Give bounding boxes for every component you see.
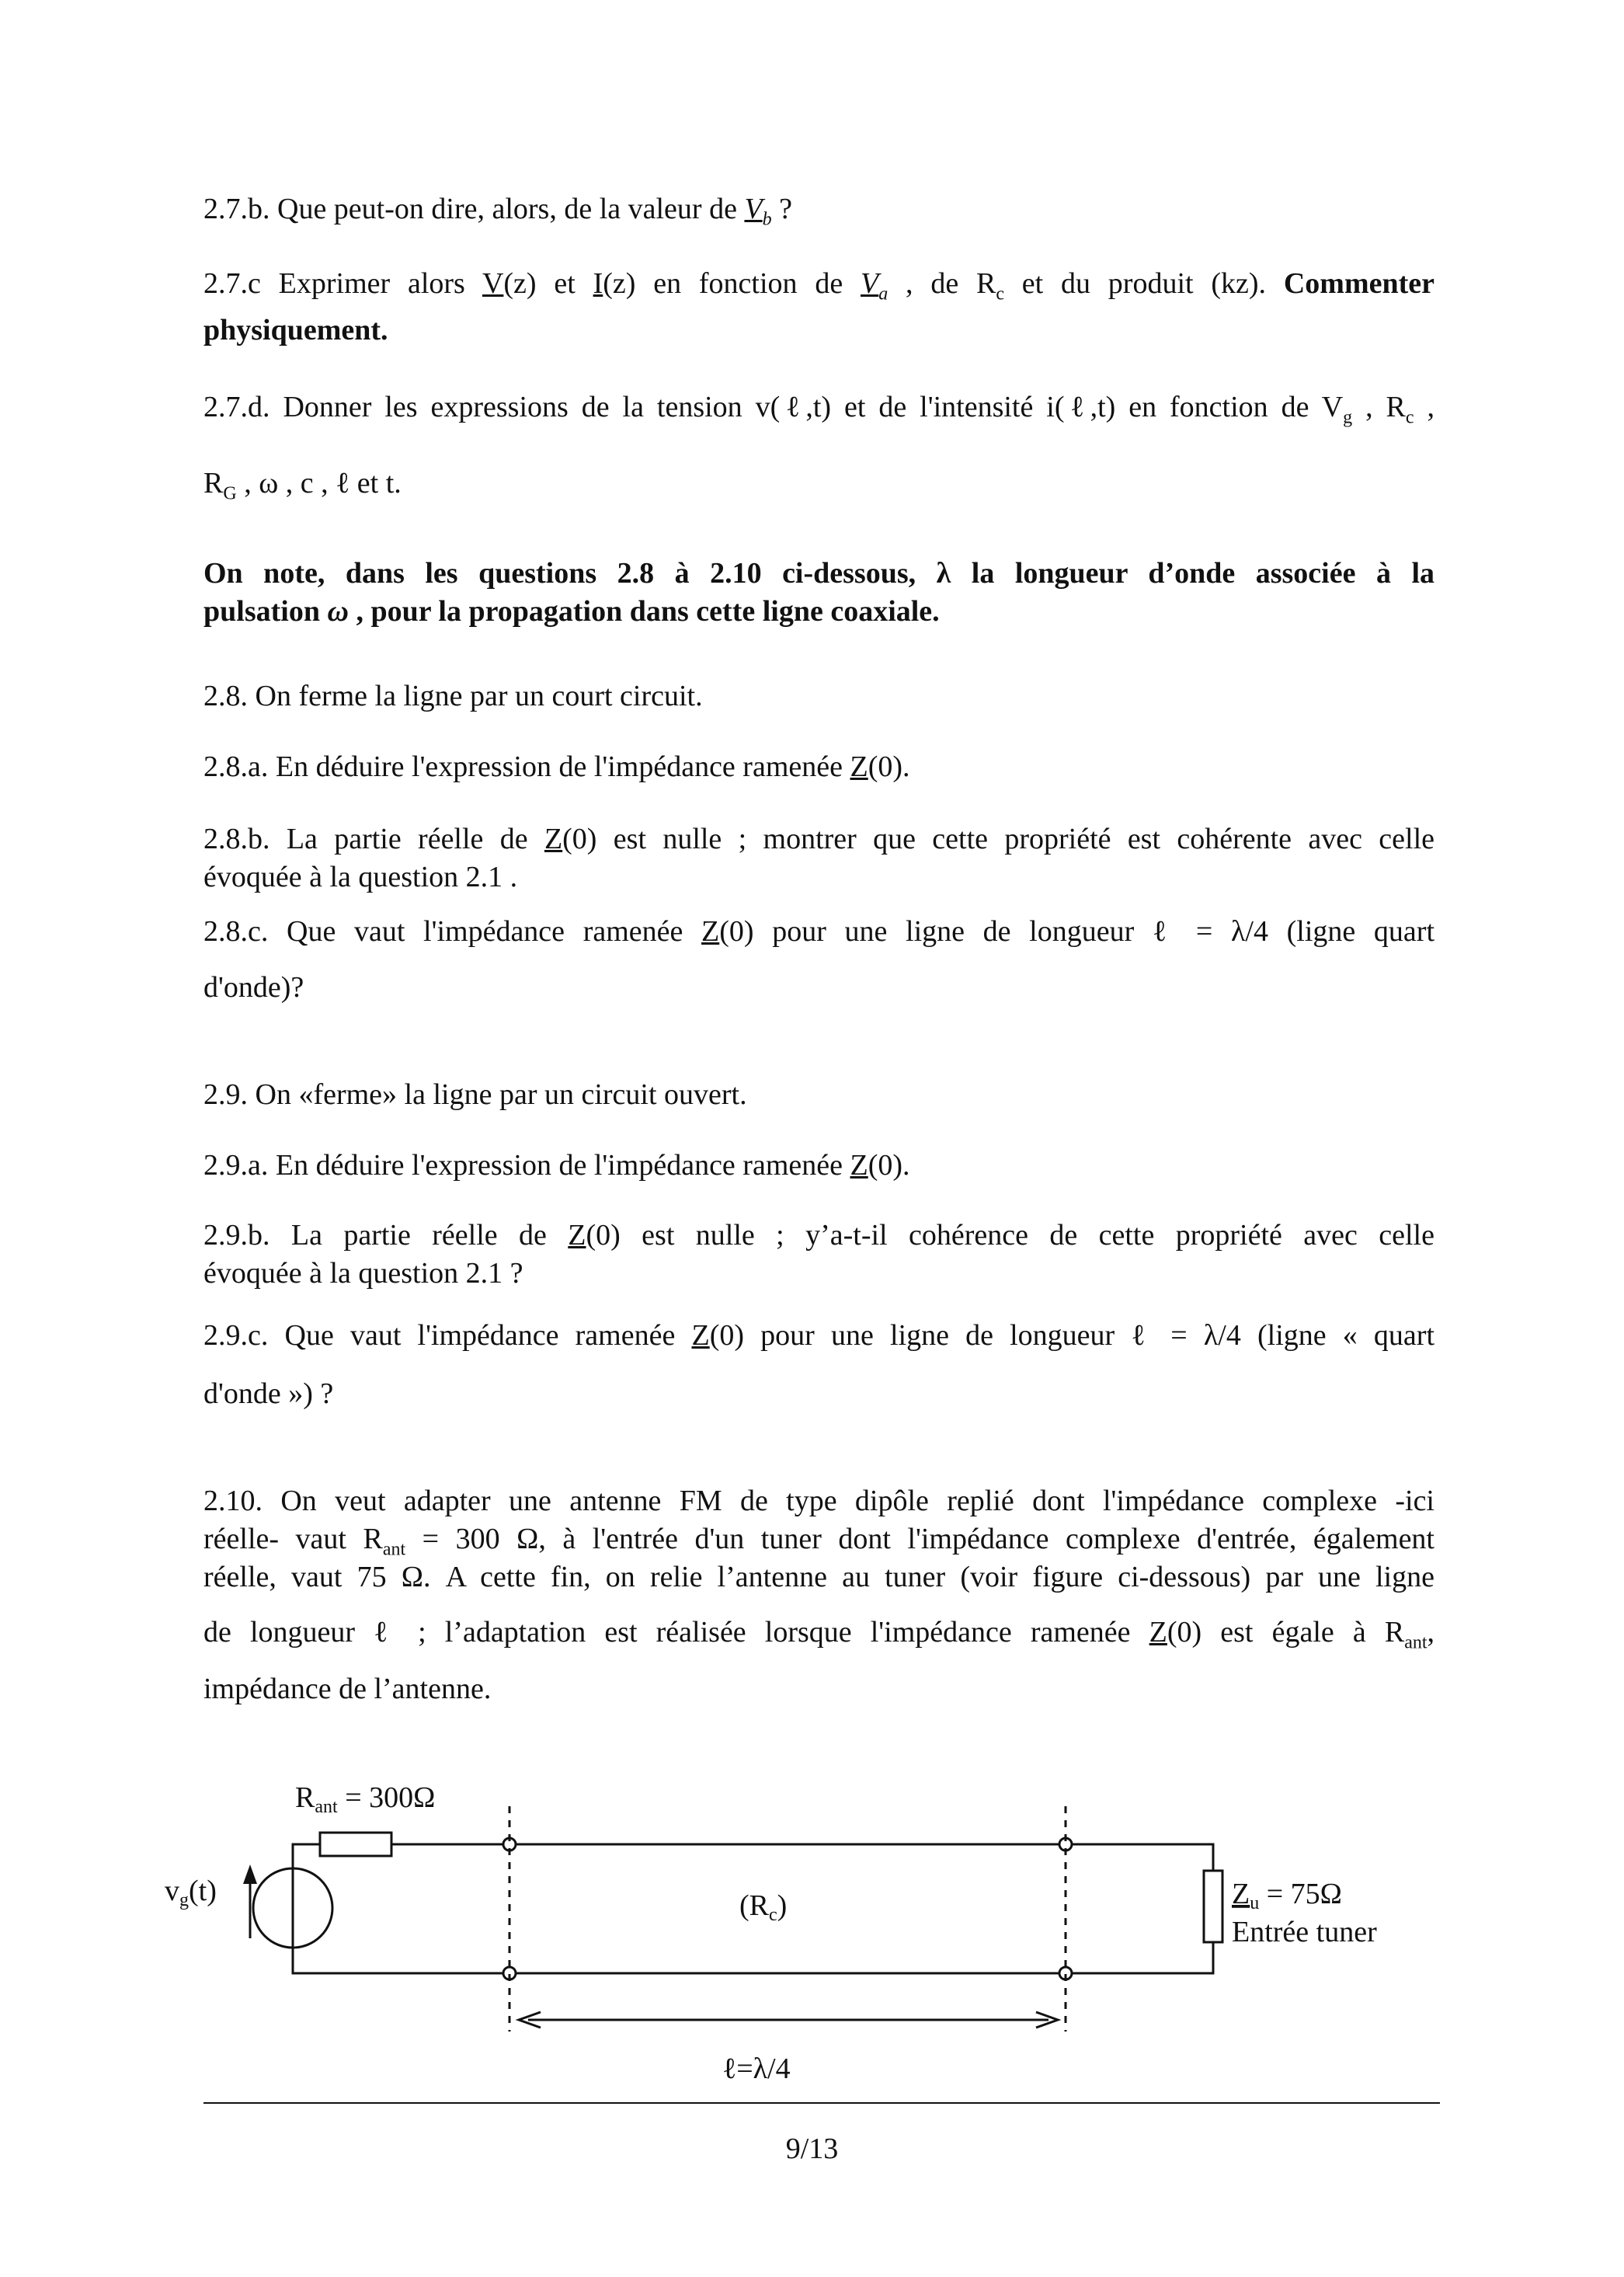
text: réelle- vaut R [203,1523,383,1555]
question-2-7-d [203,388,1434,427]
question-text: 2.7.b. Que peut-on dire, alors, de la valeur de [203,193,737,225]
vector-z: Z [568,1219,586,1252]
text: , de R [888,267,996,300]
subscript: G [223,483,237,504]
vector-z: Z [701,915,720,948]
page-number: 9/13 [785,2133,839,2165]
text: , R [1352,391,1406,423]
question-text-end: ? [779,193,793,225]
bold-text: pulsation [203,595,328,628]
text: et du produit (kz). [1003,267,1284,300]
question-2-8-a [203,748,1434,786]
question-2-10-line3 [203,1558,1434,1596]
symbol-subscript: a [878,284,889,305]
source-arrowhead-icon [243,1864,257,1884]
text: 2.10. On veut adapter une antenne FM de type dipôle replié dont l'impédance complexe -ici [203,1485,1434,1517]
question-2-7-c [203,265,1434,303]
text: , [1414,391,1435,423]
question-2-7-b [203,190,1434,228]
question-2-8-c-line2 [203,969,1434,1007]
text: d'onde ») ? [203,1377,334,1410]
text: (z) et [503,267,593,300]
vector-z: Z [1149,1616,1167,1649]
vector-i: I [593,267,603,300]
text: évoquée à la question 2.1 . [203,861,518,893]
note-line2 [203,593,1434,631]
subscript: g [1343,407,1353,428]
rant-label: Rant = 300Ω [295,1781,436,1817]
text: (0) est nulle ; montrer que cette propriété est cohérente avec celle [562,823,1434,855]
question-2-9-c [203,1317,1434,1355]
bold-text: Commenter [1283,267,1434,300]
text: (0) pour une ligne de longueur ℓ = λ/4 (ligne quart [719,915,1434,948]
length-label: ℓ=λ/4 [722,2052,791,2085]
text: 2.8.a. En déduire l'expression de l'impédance ramenée [203,750,850,783]
text: d'onde)? [203,971,304,1004]
bold-text: physiquement. [203,314,388,346]
question-2-9 [203,1076,1434,1114]
text: (0). [868,750,910,783]
wire-load-bottom [1072,1942,1213,1973]
question-2-8 [203,677,1434,715]
text: réelle, vaut 75 Ω. A cette fin, on relie l’antenne au tuner (voir figure ci-dessous) par une ligne [203,1561,1434,1593]
question-2-8-b-line2 [203,858,1434,897]
question-2-8-c [203,913,1434,951]
subscript: ant [1404,1632,1428,1653]
text: (z) en fonction de [603,267,861,300]
antenna-resistor [320,1833,391,1856]
text: 2.7.c Exprimer alors [203,267,482,300]
text: de longueur ℓ ; l’adaptation est réalisée lorsque l'impédance ramenée [203,1616,1149,1649]
note-line1 [203,555,1434,593]
bold-text: , pour la propagation dans cette ligne coaxiale. [348,595,940,628]
question-2-10-line1 [203,1482,1434,1520]
vector-z: Z [544,823,563,855]
vector-v: V [482,267,504,300]
text: 2.9. On «ferme» la ligne par un circuit ouvert. [203,1078,747,1111]
question-2-10-line2 [203,1520,1434,1558]
text: R [203,467,224,500]
text: 2.9.a. En déduire l'expression de l'impédance ramenée [203,1149,850,1182]
line-impedance-label: (Rc) [739,1889,788,1925]
source-label: vg(t) [165,1875,217,1910]
circuit-diagram [155,1763,1460,2090]
question-2-8-b [203,820,1434,858]
question-2-9-a [203,1147,1434,1185]
footer-rule [203,2102,1440,2104]
subscript: c [996,284,1004,305]
tuner-label: Entrée tuner [1232,1916,1377,1948]
load-impedance-label: Zu = 75Ω [1232,1878,1342,1913]
text: (0). [868,1149,910,1182]
symbol-subscript: b [762,209,772,230]
question-2-9-c-line2 [203,1375,1434,1413]
text: = 300 Ω, à l'entrée d'un tuner dont l'impédance complexe d'entrée, également [405,1523,1434,1555]
wire-load-top [1072,1844,1213,1871]
text: 2.8. On ferme la ligne par un court circuit. [203,680,703,712]
text: , ω , c , ℓ et t. [236,467,402,500]
text: 2.8.c. Que vaut l'impédance ramenée [203,915,702,948]
vector-z: Z [850,1149,868,1182]
text: 2.8.b. La partie réelle de [203,823,544,855]
text: (0) est égale à R [1167,1616,1405,1649]
symbol-v: V [861,267,879,300]
text: 2.9.c. Que vaut l'impédance ramenée [203,1319,692,1352]
omega-symbol: ω [327,595,349,628]
load-resistor [1204,1871,1222,1942]
question-2-10-line5 [203,1670,1434,1708]
text: (0) est nulle ; y’a-t-il cohérence de cette propriété avec celle [586,1219,1434,1252]
question-2-9-b [203,1217,1434,1255]
question-2-7-d-line2 [203,465,1434,503]
text: impédance de l’antenne. [203,1673,492,1705]
question-2-10-line4 [203,1614,1434,1652]
question-2-7-c-line2 [203,312,1434,350]
question-2-9-b-line2 [203,1255,1434,1293]
text: (0) pour une ligne de longueur ℓ = λ/4 (ligne « quart [709,1319,1434,1352]
symbol-v: V [744,193,763,225]
text: 2.9.b. La partie réelle de [203,1219,569,1252]
vector-z: Z [691,1319,710,1352]
text: , [1427,1616,1435,1649]
text: évoquée à la question 2.1 ? [203,1257,523,1290]
bold-text: On note, dans les questions 2.8 à 2.10 ci-dessous, λ la longueur d’onde associée à la [203,557,1434,590]
vector-z: Z [850,750,868,783]
text: 2.7.d. Donner les expressions de la tension v(ℓ,t) et de l'intensité i(ℓ,t) en fonction de V [203,391,1344,423]
wire-bottom-left [293,1948,509,1973]
wire-top-left [293,1844,320,1868]
subscript: c [1405,407,1414,428]
subscript: ant [382,1539,406,1560]
